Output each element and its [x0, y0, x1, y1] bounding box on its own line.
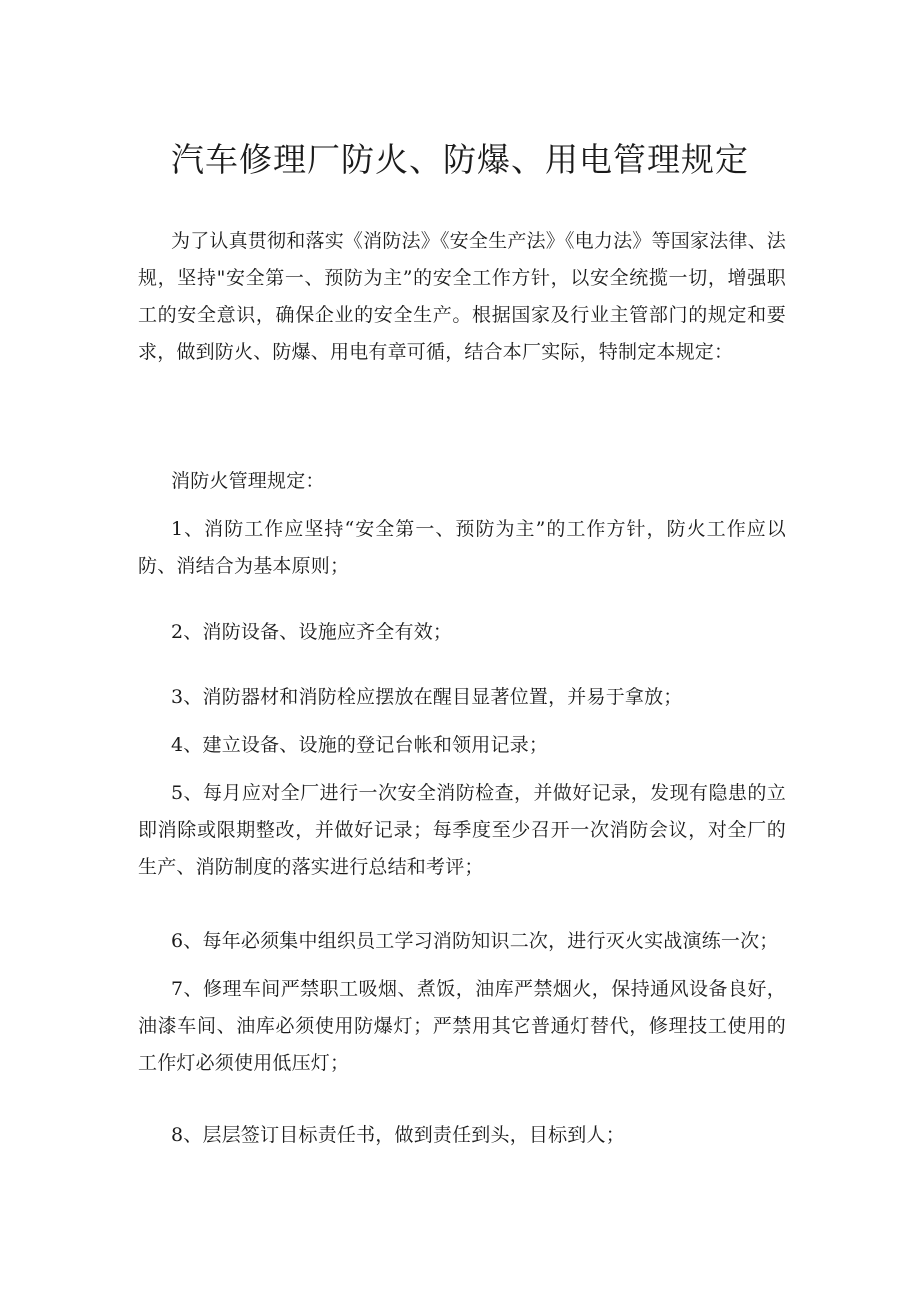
- list-item: 2、消防设备、设施应齐全有效；: [171, 621, 453, 643]
- intro-paragraph: 为了认真贯彻和落实《消防法》《安全生产法》《电力法》等国家法律、法规，坚持"安全第一、预防为主”的安全工作方针，以安全统揽一切，增强职工的安全意识，确保企业的安全生产。根据国家及行业主管部门的规定和要求，做到防火、防爆、用电有章可循，结合本厂实际，特制定本规定：: [138, 230, 786, 363]
- list-item: 3、消防器材和消防栓应摆放在醒目显著位置，并易于拿放；: [171, 686, 683, 708]
- list-item: 7、修理车间严禁职工吸烟、煮饭，油库严禁烟火，保持通风设备良好，油漆车间、油库必须使用防爆灯；严禁用其它普通灯替代，修理技工使用的工作灯必须使用低压灯；: [138, 978, 786, 1074]
- list-item: 1、消防工作应坚持“安全第一、预防为主”的工作方针，防火工作应以防、消结合为基本原则；: [138, 518, 786, 577]
- list-item: 5、每月应对全厂进行一次安全消防检查，并做好记录，发现有隐患的立即消除或限期整改，并做好记录；每季度至少召开一次消防会议，对全厂的生产、消防制度的落实进行总结和考评；: [138, 782, 786, 878]
- list-item: 6、每年必须集中组织员工学习消防知识二次，进行灭火实战演练一次；: [171, 930, 779, 952]
- document-title: 汽车修理厂防火、防爆、用电管理规定: [171, 140, 749, 179]
- list-item: 4、建立设备、设施的登记台帐和领用记录；: [171, 734, 549, 756]
- section-heading: 消防火管理规定：: [171, 470, 325, 492]
- list-item: 8、层层签订目标责任书，做到责任到头，目标到人；: [171, 1124, 625, 1146]
